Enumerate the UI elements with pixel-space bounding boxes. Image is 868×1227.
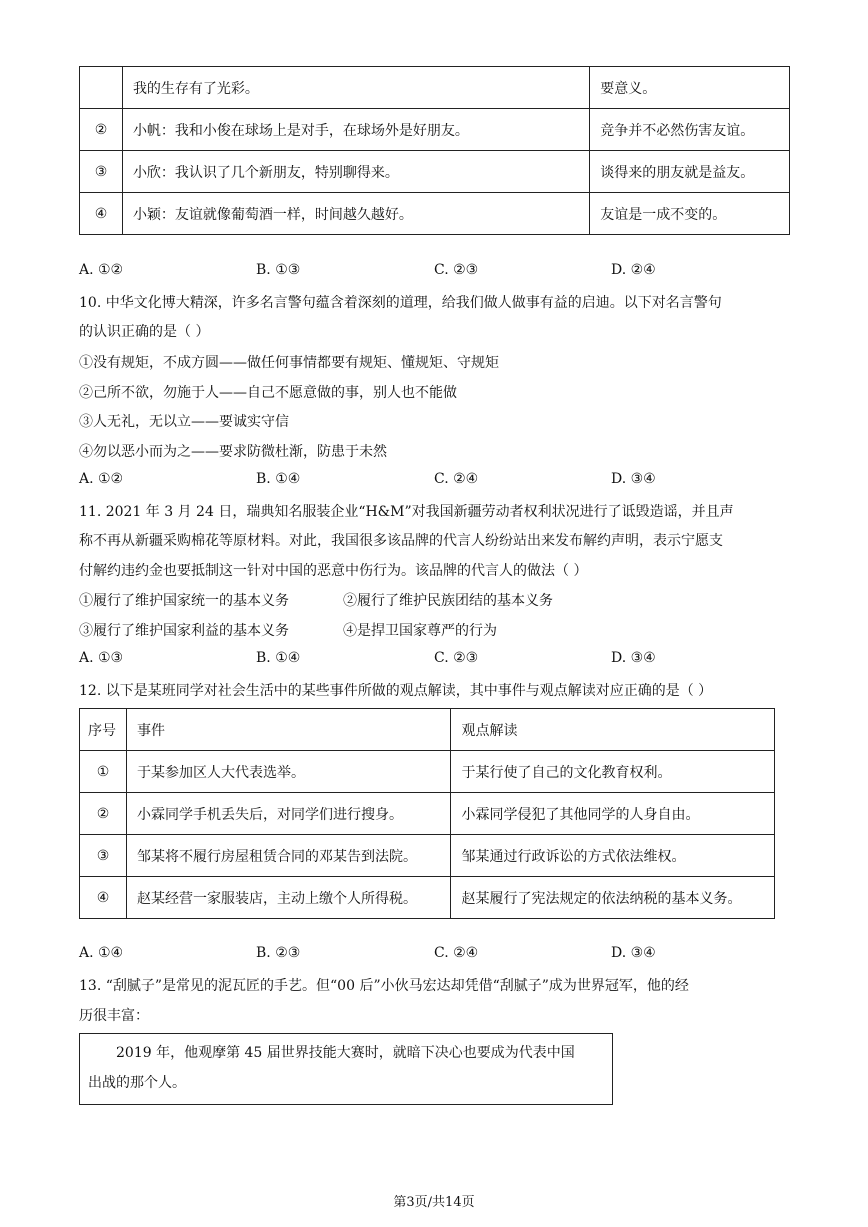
q13-box-line1: 2019 年，他观摩第 45 届世界技能大赛时，就暗下决心也要成为代表中国 [116, 1045, 575, 1061]
q11-option-c: C. ②③ [434, 650, 479, 666]
row-number: ① [80, 751, 127, 793]
table-row [80, 109, 790, 151]
q13-box-line2: 出战的那个人。 [88, 1075, 186, 1091]
view-cell: 于某行使了自己的文化教育权利。 [451, 751, 775, 793]
row-number [80, 67, 123, 109]
q11-option-d: D. ③④ [611, 650, 656, 666]
event-cell: 于某参加区人大代表选举。 [126, 751, 451, 793]
row-number: ④ [80, 877, 127, 919]
q9-option-d: D. ②④ [611, 262, 656, 278]
statement-cell: 小颖：友谊就像葡萄酒一样，时间越久越好。 [122, 193, 589, 235]
q9-option-c: C. ②③ [434, 262, 479, 278]
q13-stem-line2: 历很丰富： [79, 1008, 149, 1024]
q10-item-3: ③人无礼，无以立——要诚实守信 [79, 414, 289, 430]
table-header-row [80, 709, 775, 751]
q11-option-b: B. ①④ [256, 650, 301, 666]
header-number: 序号 [80, 709, 127, 751]
page-number: 第3页/共14页 [393, 1195, 475, 1210]
table-row [80, 67, 790, 109]
q13-material-box [79, 1033, 613, 1105]
q12-option-a: A. ①④ [79, 945, 124, 961]
friendship-table [79, 66, 790, 235]
q10-option-b: B. ①④ [256, 471, 301, 487]
view-cell: 小霖同学侵犯了其他同学的人身自由。 [451, 793, 775, 835]
table-row [80, 151, 790, 193]
q10-item-2: ②己所不欲，勿施于人——自己不愿意做的事，别人也不能做 [79, 385, 457, 401]
q11-item-2: ②履行了维护民族团结的基本义务 [343, 593, 553, 609]
q12-option-d: D. ③④ [611, 945, 656, 961]
q11-stem-line2: 称不再从新疆采购棉花等原材料。对此，我国很多该品牌的代言人纷纷站出来发布解约声明，表示宁愿支 [79, 533, 723, 549]
row-number: ② [80, 793, 127, 835]
view-cell: 邹某通过行政诉讼的方式依法维权。 [451, 835, 775, 877]
event-cell: 邹某将不履行房屋租赁合同的邓某告到法院。 [126, 835, 451, 877]
view-cell: 赵某履行了宪法规定的依法纳税的基本义务。 [451, 877, 775, 919]
q11-stem-line3: 付解约违约金也要抵制这一针对中国的恶意中伤行为。该品牌的代言人的做法（ ） [79, 563, 588, 579]
q11-stem-line1: 11. 2021 年 3 月 24 日，瑞典知名服装企业“H&M”对我国新疆劳动者权利状况进行了诋毁造谣，并且声 [79, 504, 734, 520]
q10-option-a: A. ①② [79, 471, 124, 487]
row-number: ③ [80, 151, 123, 193]
q10-stem-line2: 的认识正确的是（ ） [79, 324, 210, 340]
meaning-cell: 友谊是一成不变的。 [590, 193, 790, 235]
q10-stem-line1: 10. 中华文化博大精深，许多名言警句蕴含着深刻的道理，给我们做人做事有益的启迪。以下对名言警句 [79, 295, 722, 311]
q12-option-b: B. ②③ [256, 945, 301, 961]
meaning-cell: 谈得来的朋友就是益友。 [590, 151, 790, 193]
header-event: 事件 [126, 709, 451, 751]
q11-item-3: ③履行了维护国家利益的基本义务 [79, 623, 289, 639]
table-row [80, 835, 775, 877]
q11-item-1: ①履行了维护国家统一的基本义务 [79, 593, 289, 609]
event-cell: 赵某经营一家服装店，主动上缴个人所得税。 [126, 877, 451, 919]
table-row [80, 877, 775, 919]
table-row [80, 193, 790, 235]
q10-item-1: ①没有规矩，不成方圆——做任何事情都要有规矩、懂规矩、守规矩 [79, 355, 499, 371]
row-number: ③ [80, 835, 127, 877]
table-row [80, 751, 775, 793]
event-cell: 小霖同学手机丢失后，对同学们进行搜身。 [126, 793, 451, 835]
statement-cell: 我的生存有了光彩。 [122, 67, 589, 109]
meaning-cell: 要意义。 [590, 67, 790, 109]
statement-cell: 小帆：我和小俊在球场上是对手，在球场外是好朋友。 [122, 109, 589, 151]
q10-option-c: C. ②④ [434, 471, 479, 487]
meaning-cell: 竞争并不必然伤害友谊。 [590, 109, 790, 151]
header-view: 观点解读 [451, 709, 775, 751]
q12-option-c: C. ②④ [434, 945, 479, 961]
q11-item-4: ④是捍卫国家尊严的行为 [343, 623, 497, 639]
q10-option-d: D. ③④ [611, 471, 656, 487]
q12-stem: 12. 以下是某班同学对社会生活中的某些事件所做的观点解读，其中事件与观点解读对应正确的是（ ） [79, 683, 713, 699]
q13-stem-line1: 13. “刮腻子”是常见的泥瓦匠的手艺。但“00 后”小伙马宏达却凭借“刮腻子”成为世界冠军，他的经 [79, 978, 689, 994]
q9-option-a: A. ①② [79, 262, 124, 278]
events-table [79, 708, 775, 919]
q9-option-b: B. ①③ [256, 262, 301, 278]
statement-cell: 小欣：我认识了几个新朋友，特别聊得来。 [122, 151, 589, 193]
q11-option-a: A. ①③ [79, 650, 124, 666]
row-number: ④ [80, 193, 123, 235]
q10-item-4: ④勿以恶小而为之——要求防微杜渐，防患于未然 [79, 444, 387, 460]
row-number: ② [80, 109, 123, 151]
table-row [80, 793, 775, 835]
